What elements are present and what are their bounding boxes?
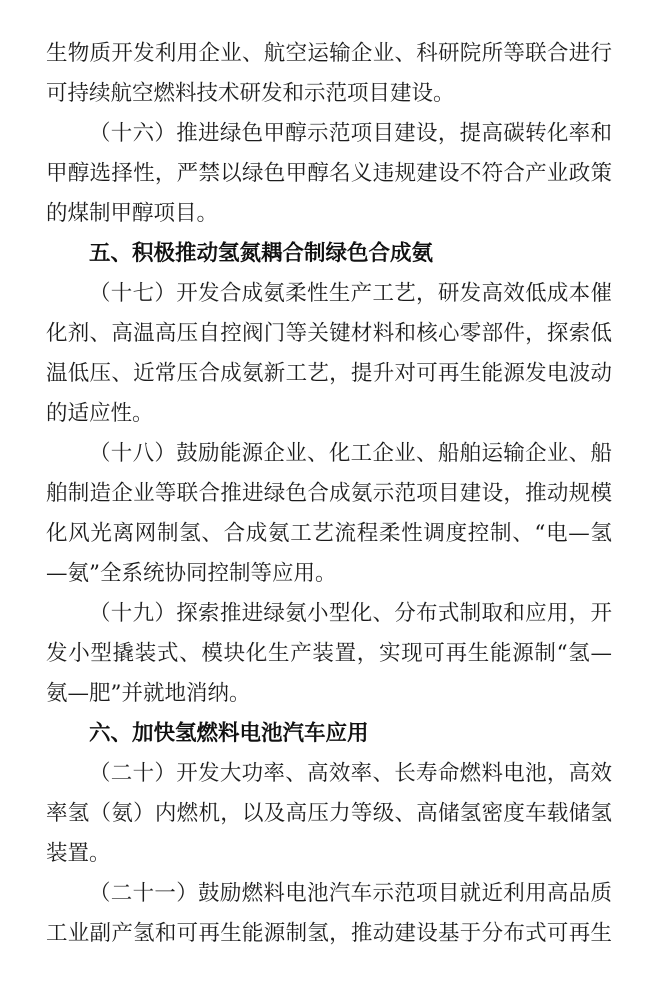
text-line: 氨—肥”并就地消纳。 xyxy=(46,681,251,706)
text-line: （十九）探索推进绿氨小型化、分布式制取和应用，开 xyxy=(89,601,612,626)
section-heading: 六、加快氢燃料电池汽车应用 xyxy=(89,721,369,746)
text-line: 装置。 xyxy=(46,841,111,866)
text-line: 的适应性。 xyxy=(46,401,154,426)
text-line: 化风光离网制氢、合成氨工艺流程柔性调度控制、“电—氢 xyxy=(46,521,612,546)
text-line: 可持续航空燃料技术研发和示范项目建设。 xyxy=(46,81,455,106)
text-line: 的煤制甲醇项目。 xyxy=(46,201,219,226)
text-line: （二十一）鼓励燃料电池汽车示范项目就近利用高品质 xyxy=(89,881,612,906)
text-line: 化剂、高温高压自控阀门等关键材料和核心零部件，探索低 xyxy=(46,321,612,346)
document-body xyxy=(46,34,612,954)
section-heading: 五、积极推动氢氮耦合制绿色合成氨 xyxy=(89,241,434,266)
text-line: 工业副产氢和可再生能源制氢，推动建设基于分布式可再生 xyxy=(46,921,612,946)
text-line: —氨”全系统协同控制等应用。 xyxy=(46,561,337,586)
text-line: 甲醇选择性，严禁以绿色甲醇名义违规建设不符合产业政策 xyxy=(46,161,612,186)
text-line: 发小型撬装式、模块化生产装置，实现可再生能源制“氢— xyxy=(46,641,612,666)
text-line: （二十）开发大功率、高效率、长寿命燃料电池，高效 xyxy=(89,761,612,786)
text-line: （十八）鼓励能源企业、化工企业、船舶运输企业、船 xyxy=(89,441,612,466)
text-line: （十六）推进绿色甲醇示范项目建设，提高碳转化率和 xyxy=(89,121,612,146)
text-line: 生物质开发利用企业、航空运输企业、科研院所等联合进行 xyxy=(46,41,612,66)
text-line: （十七）开发合成氨柔性生产工艺，研发高效低成本催 xyxy=(89,281,612,306)
text-line: 率氢（氨）内燃机，以及高压力等级、高储氢密度车载储氢 xyxy=(46,801,612,826)
text-line: 温低压、近常压合成氨新工艺，提升对可再生能源发电波动 xyxy=(46,361,612,386)
text-line: 舶制造企业等联合推进绿色合成氨示范项目建设，推动规模 xyxy=(46,481,612,506)
